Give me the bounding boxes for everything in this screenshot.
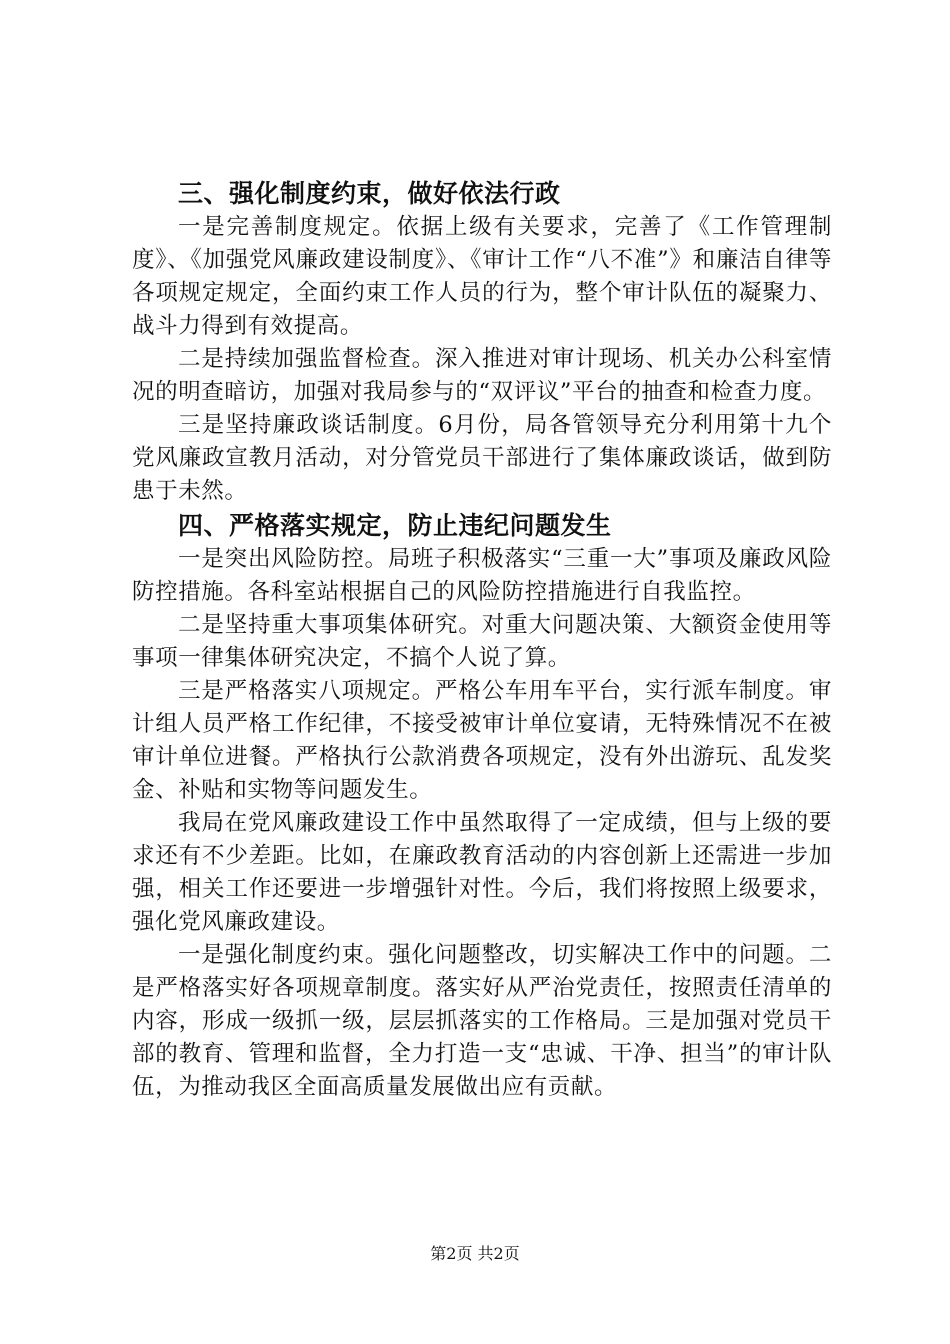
page-number-footer: 第2页 共2页 (430, 1244, 520, 1263)
section-heading-3: 三、强化制度约束，做好依法行政 (178, 179, 561, 208)
paragraph-risk-control: 一是突出风险防控。局班子积极落实“三重一大”事项及廉政风险防控措施。各科室站根据自己的风险防控措施进行自我监控。 (132, 546, 832, 605)
paragraph-improve-rules: 一是完善制度规定。依据上级有关要求，完善了《工作管理制度》、《加强党风廉政建设制度》、《审计工作“八不准”》和廉洁自律等各项规定规定，全面约束工作人员的行为，整个审计队伍的凝聚力、战斗力得到有效提高。 (132, 214, 832, 339)
document-body (132, 176, 832, 1104)
paragraph-collective-decision: 二是坚持重大事项集体研究。对重大问题决策、大额资金使用等事项一律集体研究决定，不搞个人说了算。 (132, 612, 832, 671)
paragraph-supervision: 二是持续加强监督检查。深入推进对审计现场、机关办公科室情况的明查暗访，加强对我局参与的“双评议”平台的抽查和检查力度。 (132, 346, 832, 405)
paragraph-shortcomings: 我局在党风廉政建设工作中虽然取得了一定成绩，但与上级的要求还有不少差距。比如，在廉政教育活动的内容创新上还需进一步加强，相关工作还要进一步增强针对性。今后，我们将按照上级要求，强化党风廉政建设。 (132, 810, 832, 935)
paragraph-next-steps: 一是强化制度约束。强化问题整改，切实解决工作中的问题。二是严格落实好各项规章制度。落实好从严治党责任，按照责任清单的内容，形成一级抓一级，层层抓落实的工作格局。三是加强对党员干部的教育、管理和监督，全力打造一支“忠诚、干净、担当”的审计队伍，为推动我区全面高质量发展做出应有贡献。 (132, 942, 832, 1100)
section-heading-4: 四、严格落实规定，防止违纪问题发生 (178, 511, 612, 540)
paragraph-integrity-talks: 三是坚持廉政谈话制度。6月份，局各管领导充分利用第十九个党风廉政宣教月活动，对分管党员干部进行了集体廉政谈话，做到防患于未然。 (132, 412, 832, 504)
paragraph-eight-rules: 三是严格落实八项规定。严格公车用车平台，实行派车制度。审计组人员严格工作纪律，不接受被审计单位宴请，无特殊情况不在被审计单位进餐。严格执行公款消费各项规定，没有外出游玩、乱发奖金、补贴和实物等问题发生。 (132, 678, 832, 803)
